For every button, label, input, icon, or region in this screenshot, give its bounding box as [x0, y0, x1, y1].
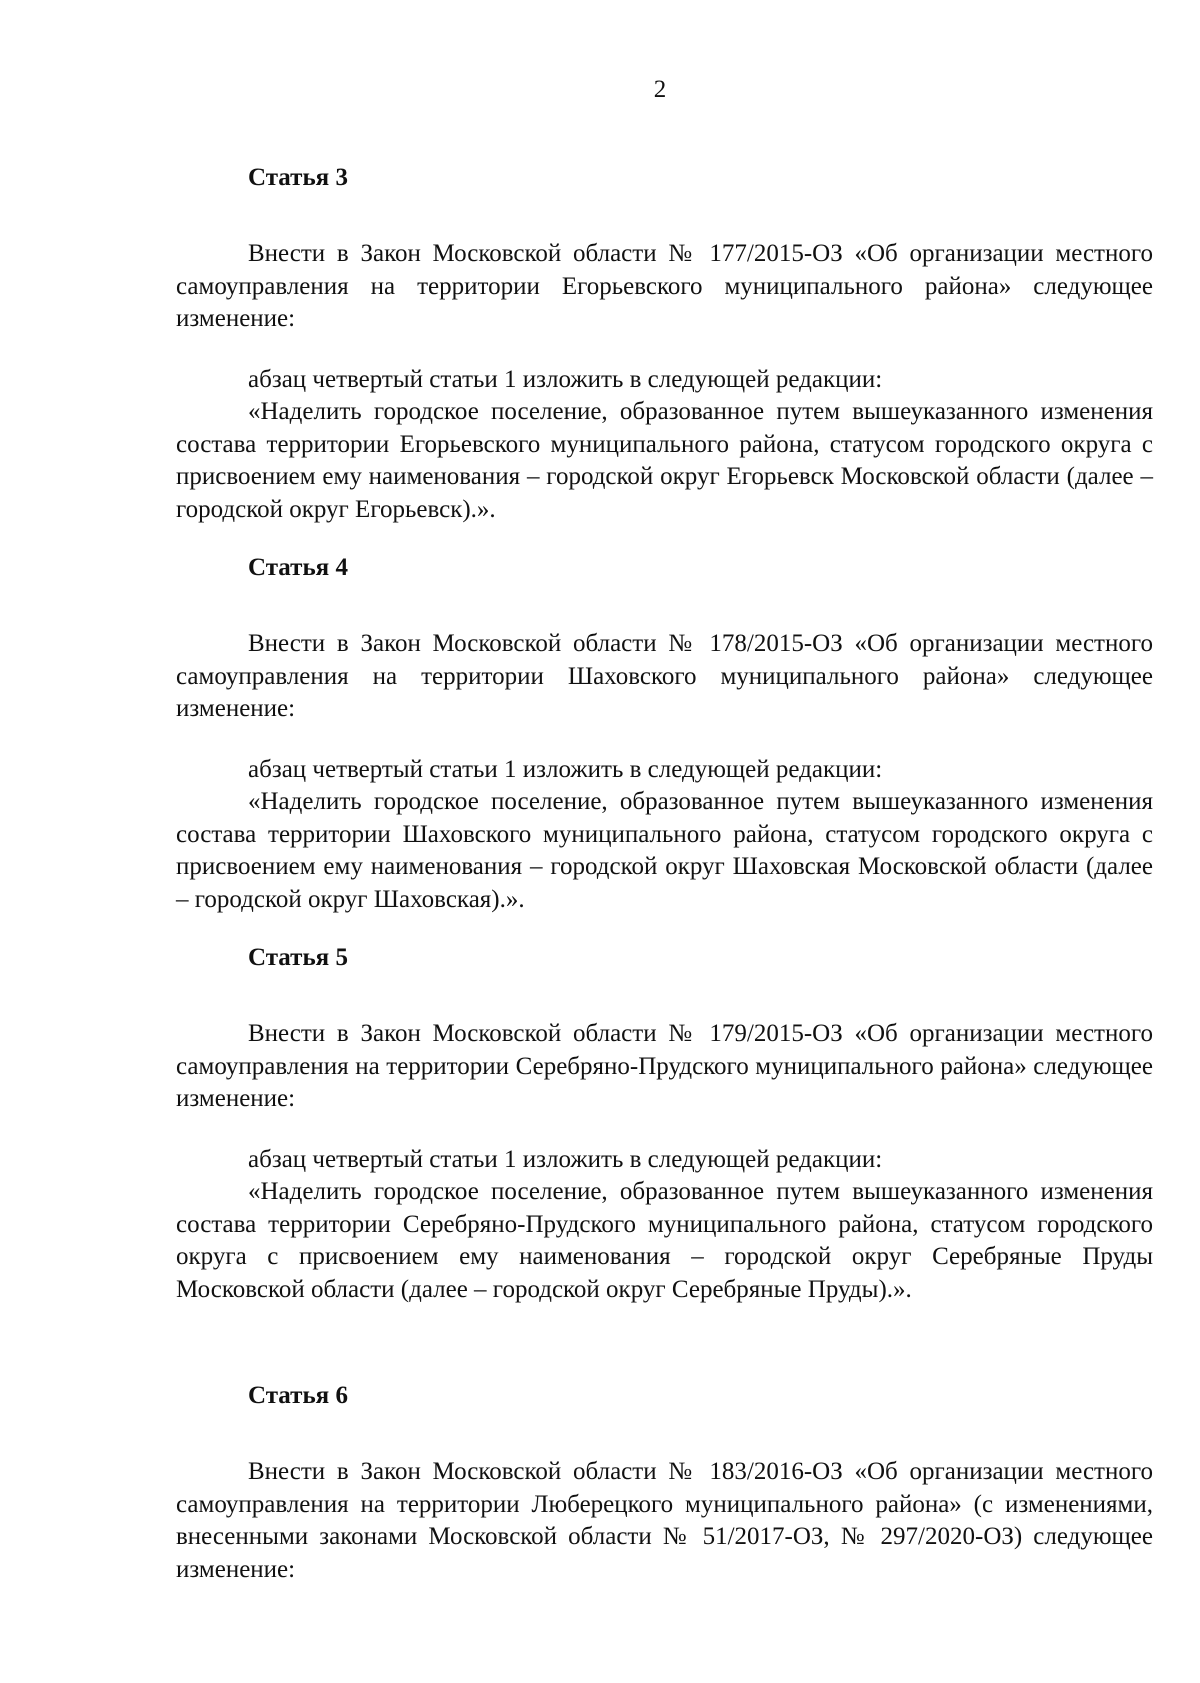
article-5: [176, 944, 1153, 1306]
article-6: [176, 1382, 1153, 1586]
article-4-intro: Внести в Закон Московской области № 178/2015-ОЗ «Об организации местного самоуправления на территории Шаховского муниципального района» следующее изменение:: [176, 630, 1153, 722]
article-3-lead: абзац четвертый статьи 1 изложить в следующей редакции:: [248, 365, 883, 393]
article-3-intro: Внести в Закон Московской области № 177/2015-ОЗ «Об организации местного самоуправления на территории Егорьевского муниципального района» следующее изменение:: [176, 240, 1153, 332]
article-5-lead: абзац четвертый статьи 1 изложить в следующей редакции:: [248, 1145, 883, 1173]
article-4-quote: «Наделить городское поселение, образованное путем вышеуказанного изменения состава территории Шаховского муниципального района, статусом городского округа с присвоением ему наименования – городской округ Шаховская Московской области (далее – городской округ Шаховская).».: [176, 788, 1153, 913]
article-6-intro: Внести в Закон Московской области № 183/2016-ОЗ «Об организации местного самоуправления на территории Люберецкого муниципального района» (с изменениями, внесенными законами Московской области № 51/2017-ОЗ, № 297/2020-ОЗ) следующее изменение:: [176, 1458, 1153, 1583]
article-6-title: Статья 6: [248, 1382, 348, 1409]
article-3-title: Статья 3: [248, 164, 348, 191]
article-4: [176, 554, 1153, 916]
page-number: 2: [653, 76, 667, 103]
article-5-intro: Внести в Закон Московской области № 179/2015-ОЗ «Об организации местного самоуправления на территории Серебряно-Прудского муниципального района» следующее изменение:: [176, 1020, 1153, 1112]
article-4-title: Статья 4: [248, 554, 348, 581]
article-3-quote: «Наделить городское поселение, образованное путем вышеуказанного изменения состава территории Егорьевского муниципального района, статусом городского округа с присвоением ему наименования – городской округ Егорьевск Московской области (далее – городской округ Егорьевск).».: [176, 398, 1153, 523]
article-4-lead: абзац четвертый статьи 1 изложить в следующей редакции:: [248, 755, 883, 783]
article-3: [176, 164, 1153, 526]
article-5-quote: «Наделить городское поселение, образованное путем вышеуказанного изменения состава территории Серебряно-Прудского муниципального района, статусом городского округа с присвоением ему наименования – городской округ Серебряные Пруды Московской области (далее – городской округ Серебряные Пруды).».: [176, 1178, 1153, 1303]
article-5-title: Статья 5: [248, 944, 348, 971]
